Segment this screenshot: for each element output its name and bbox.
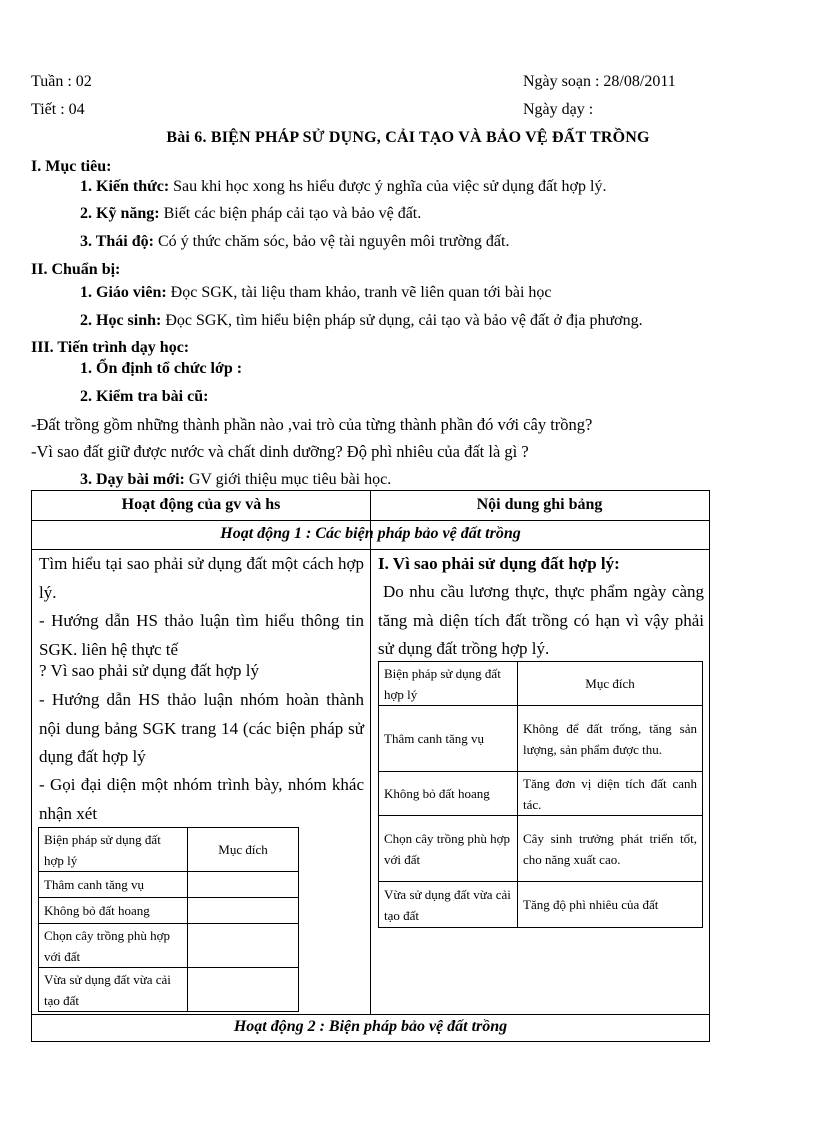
preparation-heading: II. Chuẩn bị:	[31, 261, 121, 278]
step2: 2. Kiểm tra bài cũ:	[80, 388, 209, 405]
right-heading: I. Vì sao phải sử dụng đất hợp lý:	[378, 554, 620, 573]
step3-line	[80, 470, 391, 490]
left-table-empty-cell	[188, 968, 299, 1012]
lesson-table	[31, 490, 710, 1042]
right-table-header-measure: Biện pháp sử dụng đất hợp lý	[379, 662, 518, 706]
period-label: Tiết : 04	[31, 101, 85, 118]
left-question: ? Vì sao phải sử dụng đất hợp lý	[39, 661, 259, 680]
left-table-header-purpose: Mục đích	[188, 828, 299, 872]
procedure-heading: III. Tiến trình dạy học:	[31, 339, 190, 356]
right-paragraph: Do nhu cầu lương thực, thực phẩm ngày càng tăng mà diện tích đất trồng có hạn vì vậy phải sử dụng đất trồng hợp lý.	[378, 582, 704, 658]
knowledge-label: 1. Kiến thức:	[80, 178, 170, 195]
skill-text: Biết các biện pháp cải tạo và bảo vệ đất.	[163, 205, 422, 222]
lesson-title: Bài 6. BIỆN PHÁP SỬ DỤNG, CẢI TẠO VÀ BẢO VỆ ĐẤT TRỒNG	[166, 129, 650, 146]
week-label: Tuần : 02	[31, 73, 92, 90]
column-divider	[370, 551, 371, 1014]
step3-text: GV giới thiệu mục tiêu bài học.	[188, 471, 392, 488]
right-table-measure: Vừa sử dụng đất vừa cải tạo đất	[379, 882, 518, 928]
step3-label: 3. Dạy bài mới:	[80, 471, 185, 488]
right-table-purpose: Không để đất trống, tăng sản lượng, sản phẩm được thu.	[518, 706, 703, 772]
col-left-header: Hoạt động của gv và hs	[121, 496, 281, 513]
left-intro: Tìm hiểu tại sao phải sử dụng đất một cách hợp lý.	[39, 554, 364, 602]
objectives-heading: I. Mục tiêu:	[31, 158, 112, 175]
left-table-row: Vừa sử dụng đất vừa cải tạo đất	[39, 968, 188, 1012]
left-table-empty-cell	[188, 898, 299, 924]
activity2-title: Hoạt động 2 : Biện pháp bảo vệ đất trồng	[233, 1018, 508, 1035]
left-table-row: Chọn cây trồng phù hợp với đất	[39, 924, 188, 968]
attitude-text: Có ý thức chăm sóc, bảo vệ tài nguyên môi trường đất.	[157, 233, 510, 250]
right-measures-table	[378, 661, 703, 928]
teach-date: Ngày dạy :	[523, 101, 594, 118]
left-table-empty-cell	[188, 924, 299, 968]
skill-label: 2. Kỹ năng:	[80, 205, 160, 222]
review-question-1: -Đất trồng gồm những thành phần nào ,vai trò của từng thành phần đó với cây trồng?	[31, 415, 593, 434]
right-table-purpose: Cây sinh trưởng phát triển tốt, cho năng xuất cao.	[518, 816, 703, 882]
left-measures-table	[38, 827, 299, 1012]
student-line	[80, 311, 643, 331]
col-right-header: Nội dung ghi bảng	[476, 496, 603, 513]
left-present: - Gọi đại diện một nhóm trình bày, nhóm khác nhận xét	[39, 775, 364, 823]
prep-date: Ngày soạn : 28/08/2011	[523, 73, 676, 90]
left-group-task: - Hướng dẫn HS thảo luận nhóm hoàn thành nội dung bảng SGK trang 14 (các biện pháp sử dụng đất hợp lý	[39, 690, 364, 766]
attitude-label: 3. Thái độ:	[80, 233, 154, 250]
header-rule	[32, 520, 709, 521]
activity1-title: Hoạt động 1 : Các biện pháp bảo vệ đất trồng	[220, 525, 521, 542]
step1: 1. Ổn định tổ chức lớp :	[80, 360, 243, 377]
activity2-rule	[32, 1014, 709, 1015]
left-table-empty-cell	[188, 872, 299, 898]
left-table-row: Thâm canh tăng vụ	[39, 872, 188, 898]
skill-line	[80, 204, 421, 224]
teacher-text: Đọc SGK, tài liệu tham khảo, tranh vẽ liên quan tới bài học	[170, 284, 552, 301]
left-table-row: Không bỏ đất hoang	[39, 898, 188, 924]
right-table-header-purpose: Mục đích	[518, 662, 703, 706]
student-text: Đọc SGK, tìm hiểu biện pháp sử dụng, cải tạo và bảo vệ đất ở địa phương.	[165, 312, 643, 329]
teacher-label: 1. Giáo viên:	[80, 284, 167, 301]
review-question-2: -Vì sao đất giữ được nước và chất dinh dưỡng? Độ phì nhiêu của đất là gì ?	[31, 442, 529, 461]
right-table-measure: Thâm canh tăng vụ	[379, 706, 518, 772]
student-label: 2. Học sinh:	[80, 312, 162, 329]
knowledge-text: Sau khi học xong hs hiểu được ý nghĩa của việc sử dụng đất hợp lý.	[173, 178, 607, 195]
attitude-line	[80, 232, 509, 252]
right-table-purpose: Tăng đơn vị diện tích đất canh tác.	[518, 772, 703, 816]
teacher-line	[80, 283, 551, 303]
left-guide: - Hướng dẫn HS thảo luận tìm hiểu thông tin SGK. liên hệ thực tế	[39, 611, 364, 659]
right-table-measure: Không bỏ đất hoang	[379, 772, 518, 816]
right-table-purpose: Tăng độ phì nhiêu của đất	[518, 882, 703, 928]
right-table-measure: Chọn cây trồng phù hợp với đất	[379, 816, 518, 882]
knowledge-line	[80, 177, 606, 197]
left-table-header-measure: Biện pháp sử dụng đất hợp lý	[39, 828, 188, 872]
